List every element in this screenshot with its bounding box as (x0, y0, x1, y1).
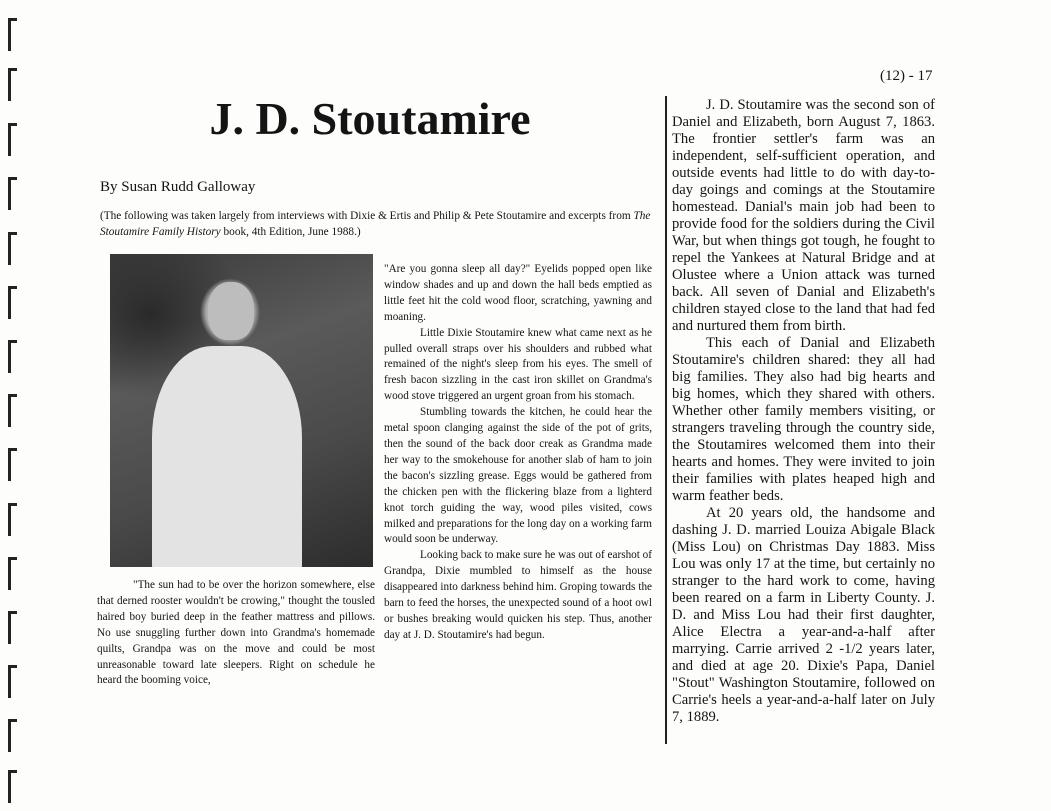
binding-mark (8, 719, 17, 752)
column-divider (665, 96, 667, 744)
article-title: J. D. Stoutamire (209, 93, 531, 144)
paragraph: J. D. Stoutamire was the second son of Daniel and Elizabeth, born August 7, 1863. The frontier settler's farm was an independent, self-sufficient operation, and outside events had little to do with day-to-day goings and comings at the Stoutamire homestead. Danial's main job had been to provide food for the soldiers during the Civil War, but when things got tough, he fought to repel the Yankees at Natural Bridge and at Olustee where a Union attack was turned back. All seven of Danial and Elizabeth's children stayed close to the land that had fed and nurtured them from birth. (672, 97, 935, 334)
paragraph: Little Dixie Stoutamire knew what came next as he pulled overall straps over his shoulders and rubbed what remained of the night's sleep from his eyes. The smell of fresh bacon sizzling in the cast iron skillet on Grandma's wood stove triggered an urgent groan from his stomach. (384, 326, 652, 403)
column-right (672, 97, 935, 726)
byline: By Susan Rudd Galloway (100, 179, 256, 195)
binding-mark (8, 394, 17, 427)
portrait-shirt (152, 346, 302, 567)
paragraph: Stumbling towards the kitchen, he could hear the metal spoon clanging against the side of the pot of grits, then the sound of the back door creak as Grandma made her way to the smokehouse for another slab of ham to join the bacon's sizzling grease. Eggs would be gathered from the chicken pen with the flickering blaze from a lighterd knot torch guiding the way, wood piles visited, cows milked and preparations for the long day on a working farm would soon be underway. (384, 406, 652, 546)
binding-mark (8, 177, 17, 210)
paragraph: "Are you gonna sleep all day?" Eyelids popped open like window shades and up and down the hall beds emptied as little feet hit the cold wood floor, scratching, yawning and moaning. (384, 263, 652, 323)
binding-mark (8, 68, 17, 101)
binding-mark (8, 18, 17, 51)
binding-mark (8, 770, 17, 803)
paragraph: "The sun had to be over the horizon somewhere, else that derned rooster wouldn't be crowing," thought the tousled haired boy buried deep in the feather mattress and pillows. No use snuggling further down into Grandma's homemade quilts, Grandpa was on the move and could be most unreasonable toward late sleepers. Right on schedule he heard the booming voice, (97, 579, 375, 687)
paragraph: At 20 years old, the handsome and dashing J. D. married Louiza Abigale Black (Miss Lou) on Christmas Day 1883. Miss Lou was only 17 at the time, but certainly no stranger to the hard work to come, having been reared on a farm in Liberty County. J. D. and Miss Lou had their first daughter, Alice Electra a year-and-a-half after marrying. Carrie arrived 2 -1/2 years later, and died at age 20. Dixie's Papa, Daniel "Stout" Washington Stoutamire, followed on Carrie's heels a year-and-a-half later on July 7, 1889. (672, 505, 935, 725)
source-note-edition: book, 4th Edition, June 1988.) (220, 226, 361, 238)
source-note (100, 208, 660, 240)
portrait-head (208, 282, 254, 340)
binding-mark (8, 340, 17, 373)
binding-mark (8, 448, 17, 481)
paragraph: Looking back to make sure he was out of earshot of Grandpa, Dixie mumbled to himself as the house disappeared into darkness behind him. Groping towards the barn to feed the horses, the unexpected sound of a hoot owl or bushes breaking would quicken his step. Thus, another day at J. D. Stoutamire's had begun. (384, 549, 652, 641)
binding-mark (8, 232, 17, 265)
binding-mark (8, 503, 17, 536)
portrait-photo (110, 254, 373, 567)
binding-mark (8, 557, 17, 590)
paragraph: This each of Danial and Elizabeth Stoutamire's children shared: they all had big families. They also had big hearts and big homes, which they shared with others. Whether other family members visiting, or strangers traveling through the country side, the Stoutamires welcomed them into their hearts and homes. They were invited to join their families with plates heaped high and warm feather beds. (672, 335, 935, 504)
binding-mark (8, 611, 17, 644)
source-note-text: (The following was taken largely from interviews with Dixie & Ertis and Philip & Pete Stoutamire and excerpts from (100, 210, 634, 222)
page-number: (12) - 17 (880, 68, 933, 84)
source-book-title: The Stoutamire Family History (100, 210, 651, 238)
binding-mark (8, 286, 17, 319)
binding-mark (8, 123, 17, 156)
binding-mark (8, 665, 17, 698)
column-left (97, 578, 375, 689)
column-middle (384, 262, 652, 644)
